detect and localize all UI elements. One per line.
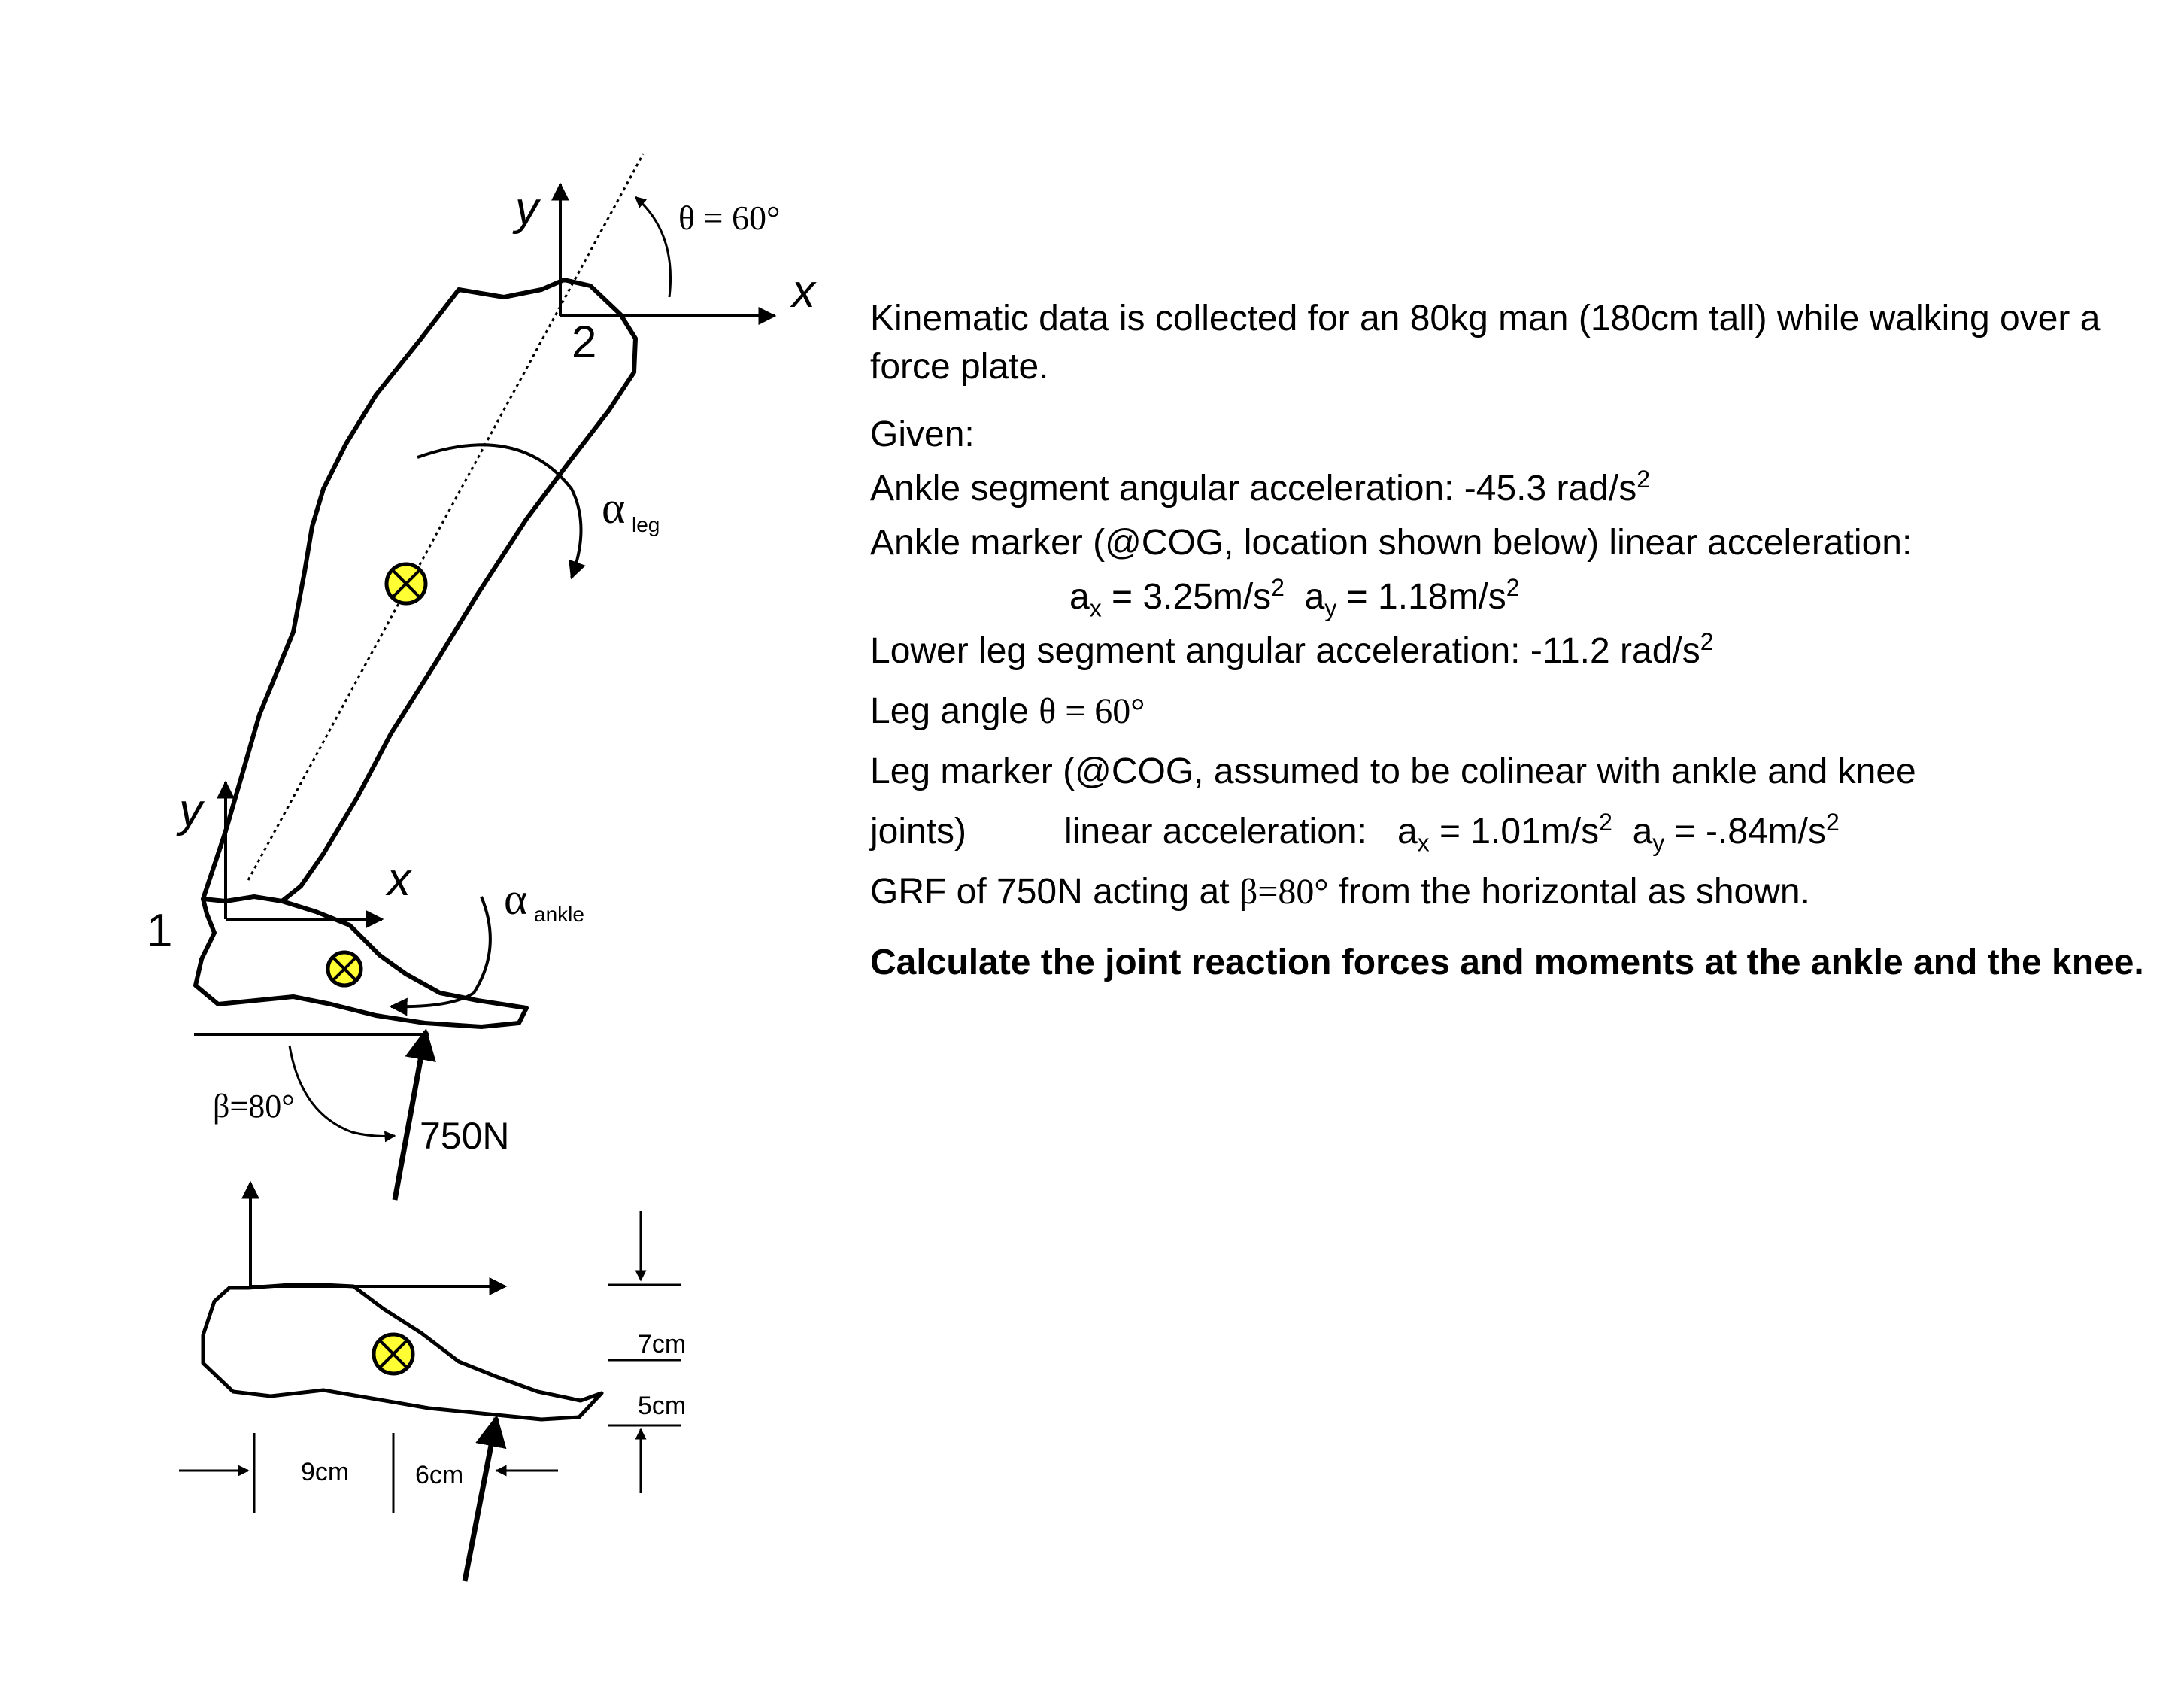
top-y-label: y — [515, 183, 538, 235]
leg-cog-marker — [387, 564, 426, 603]
grf-prefix: GRF of 750N acting at — [870, 872, 1239, 912]
dim-9cm: 9cm — [301, 1458, 350, 1486]
alpha-ankle-sub: ankle — [534, 903, 584, 926]
ankle-ang-acc-exp: 2 — [1636, 466, 1651, 493]
theta-arc — [635, 197, 671, 297]
leg-ax-val: = 1.01m/s — [1429, 812, 1600, 852]
joint-2-label: 2 — [572, 317, 597, 367]
alpha-ankle-arc — [391, 897, 490, 1006]
ankle-y-label: y — [179, 785, 202, 836]
leg-ax-exp: 2 — [1599, 809, 1612, 836]
leg-ay-sub: y — [1652, 829, 1665, 857]
given-label: Given: — [870, 414, 975, 454]
ankle-ay-exp: 2 — [1506, 574, 1520, 601]
ankle-ax-a: a — [1069, 577, 1090, 617]
dim-7cm: 7cm — [638, 1330, 687, 1359]
joints-text: joints) — [870, 812, 967, 852]
detail-cog-marker — [374, 1334, 413, 1374]
dim-6cm: 6cm — [415, 1461, 464, 1489]
top-x-label: x — [792, 266, 815, 317]
grf-beta: β=80° — [1239, 872, 1329, 912]
leg-ay-exp: 2 — [1826, 809, 1840, 836]
leg-axis-line — [248, 154, 643, 880]
task-text: Calculate the joint reaction forces and moments at the ankle and the knee. — [870, 943, 2144, 982]
leg-ang-acc-exp: 2 — [1700, 628, 1714, 655]
ankle-angular-acceleration — [870, 465, 2164, 513]
problem-text — [870, 295, 2164, 987]
alpha-leg-sub: leg — [632, 513, 660, 536]
grf-suffix: from the horizontal as shown. — [1328, 872, 1810, 912]
theta-label: θ = 60° — [678, 199, 781, 237]
intro-text: Kinematic data is collected for an 80kg man (180cm tall) while walking over a force plate. — [870, 299, 2101, 387]
dim-5cm: 5cm — [638, 1392, 687, 1420]
leg-ang-acc-text: Lower leg segment angular acceleration: -11.2 rad/s — [870, 631, 1700, 671]
leg-angle-value: θ = 60° — [1039, 691, 1145, 731]
ankle-ay-a: a — [1304, 577, 1325, 617]
ankle-ax-sub: x — [1089, 594, 1102, 622]
detail-grf-arrow — [465, 1418, 496, 1581]
ankle-acceleration-values — [870, 573, 2164, 621]
ankle-ax-val: = 3.25m/s — [1101, 577, 1272, 617]
beta-arc — [290, 1046, 395, 1136]
linear-acceleration-label: linear acceleration: — [1064, 812, 1367, 852]
ankle-cog-marker — [328, 952, 361, 985]
leg-ax-sub: x — [1417, 829, 1430, 857]
ankle-ay-sub: y — [1324, 594, 1337, 622]
leg-acceleration-values — [870, 808, 2164, 856]
beta-label: β=80° — [213, 1088, 295, 1125]
alpha-ankle-symbol: α — [504, 874, 528, 924]
leg-marker-text: Leg marker (@COG, assumed to be colinear with ankle and knee — [870, 751, 1916, 791]
leg-angle — [870, 688, 2164, 736]
leg-ay-a: a — [1632, 812, 1653, 852]
force-label: 750N — [420, 1115, 510, 1157]
leg-ay-val: = -.84m/s — [1664, 812, 1827, 852]
ankle-x-label: x — [387, 854, 411, 906]
alpha-leg-symbol: α — [602, 483, 626, 533]
joint-1-label: 1 — [147, 905, 173, 957]
grf-text — [870, 868, 2164, 916]
ankle-ang-acc-text: Ankle segment angular acceleration: -45.3 rad/s — [870, 469, 1637, 509]
leg-ax-a: a — [1397, 812, 1418, 852]
ankle-ay-val: = 1.18m/s — [1336, 577, 1506, 617]
ankle-ax-exp: 2 — [1271, 574, 1285, 601]
leg-angle-label: Leg angle — [870, 691, 1039, 731]
leg-angular-acceleration — [870, 627, 2164, 676]
ankle-marker-text: Ankle marker (@COG, location shown below) linear acceleration: — [870, 523, 1913, 563]
